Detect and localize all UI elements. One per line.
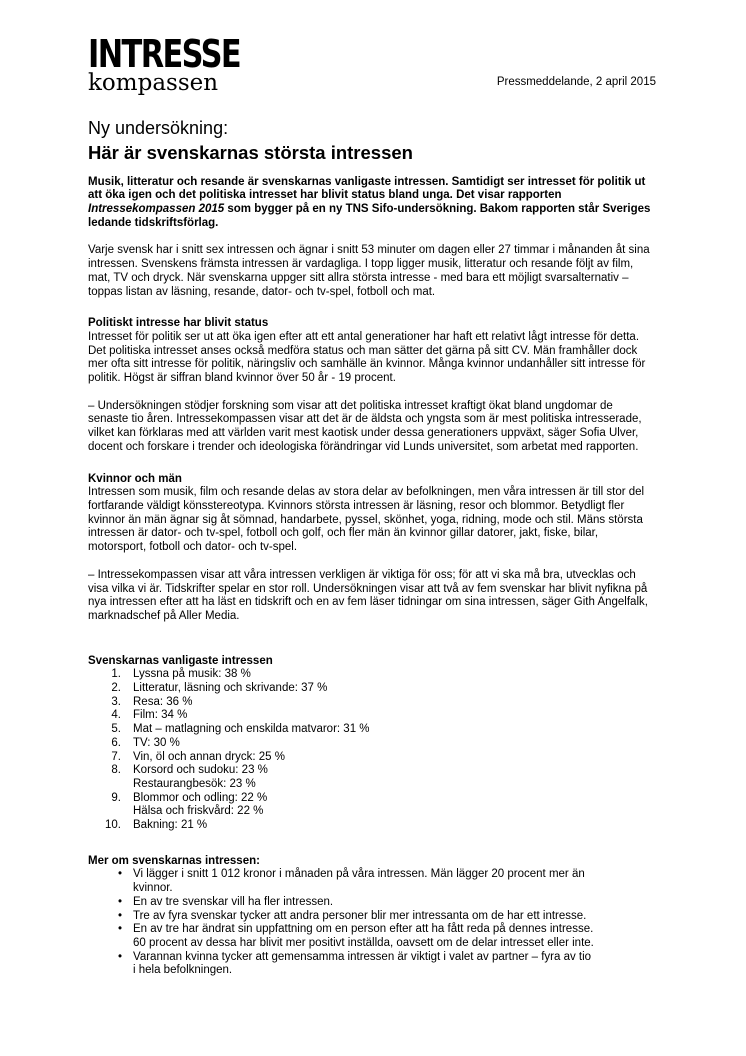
list-item [88, 709, 656, 723]
list-item-continuation [88, 805, 656, 819]
quote-sofia-ulver: – Undersökningen stödjer forskning som visar att det politiska intresset kraftigt ökat bland ungdomar de senaste tio åren. Intressekompassen visar att det är de äldsta och yngsta som är mest politiska intresserade, vilket kan förklaras med att världen varit mest kaotisk under dessa generationers uppväxt, säger Sofia Ulver, docent och forskare i trender och ideologiska förändringar vid Lunds universitet, som arbetat med rapporten. [88, 399, 642, 453]
list-item-number: 9. [111, 791, 121, 804]
list-item-text: TV: 30 % [133, 736, 180, 749]
bullet-item [88, 923, 656, 950]
list-item-number: 3. [111, 695, 121, 708]
more-facts-section [88, 855, 656, 978]
page-title: Här är svenskarnas största intressen [88, 141, 413, 163]
list-item-number: 1. [111, 668, 121, 681]
more-facts-list [88, 868, 656, 978]
bullet-item [88, 951, 656, 978]
list-item [88, 737, 656, 751]
list-item-number [88, 778, 126, 792]
list-item [88, 819, 656, 833]
politics-paragraph: Intresset för politik ser ut att öka igen efter att ett antal generationer har haft ett relativt lågt intresse för detta. Det politiska intresset anses också medföra status och man sätter det gärna på sitt CV. Män framhåller dock mer ofta sitt intresse för politik, näringsliv och samhälle än kvinnor. Många kvinnor undanhåller sitt intresse för politik. Högst är siffran bland kvinnor över 50 år - 19 procent. [88, 330, 646, 385]
list-item-number: 7. [111, 750, 121, 763]
list-item-number: 5. [111, 723, 121, 736]
bullet-glyph: • [118, 923, 123, 936]
list-item-number: 4. [111, 709, 121, 722]
list-item-text: Resa: 36 % [133, 695, 193, 708]
list-item-text: Bakning: 21 % [133, 819, 208, 832]
list-item-number: 6. [111, 736, 121, 749]
lead-paragraph: Varje svensk har i snitt sex intressen och ägnar i snitt 53 minuter om dagen eller 27 timmar i månanden åt sina intressen. Svenskens främsta intressen är vardagliga. I topp ligger musik, litteratur och resande följt av film, mat, TV och dryck. När svenskarna uppger sitt allra största intresse - med bara ett möjligt svarsalternativ – toppas listan av läsning, resande, dator- och tv-spel, fotboll och mat. [88, 244, 650, 298]
intressekompassen-logo [88, 32, 278, 96]
article-body [88, 176, 656, 978]
list-item-text: Litteratur, läsning och skrivande: 37 % [133, 682, 328, 695]
bullet-glyph: • [118, 909, 123, 922]
list-item-text: Korsord och sudoku: 23 % [133, 764, 268, 777]
bullet-item [88, 896, 656, 910]
intro-paragraph [88, 176, 656, 231]
list-item [88, 792, 656, 806]
list-item-text: Hälsa och friskvård: 22 % [133, 805, 264, 818]
more-facts-heading: Mer om svenskarnas intressen: [88, 854, 260, 867]
list-item-text: Lyssna på musik: 38 % [133, 668, 251, 681]
list-item-text: Mat – matlagning och enskilda matvaror: 31 % [133, 723, 370, 736]
list-item [88, 682, 656, 696]
top-interests-heading: Svenskarnas vanligaste intressen [88, 654, 273, 667]
bullet-item [88, 910, 656, 924]
bullet-glyph: • [118, 950, 123, 963]
intro-text-after: som bygger på en ny TNS Sifo-undersökning. Bakom rapporten står Sveriges ledande tidskriftsförlag. [88, 203, 651, 229]
intro-text-before: Musik, litteratur och resande är svenskarnas vanligaste intressen. Samtidigt ser intresset för politik ut att öka igen och det politiska intresset har blivit status bland unga. Det visar rapporten [88, 175, 646, 202]
top-interests-list [88, 668, 656, 832]
list-item-text: Vin, öl och annan dryck: 25 % [133, 750, 285, 763]
list-item-number [88, 805, 126, 819]
section-heading-politics: Politiskt intresse har blivit status [88, 317, 269, 330]
bullet-text: Tre av fyra svenskar tycker att andra personer blir mer intressanta om de har ett intresse. [133, 909, 587, 922]
list-item-text: Restaurangbesök: 23 % [133, 777, 256, 790]
bullet-text: En av tre svenskar vill ha fler intressen. [133, 895, 334, 908]
page-header [88, 32, 656, 96]
quote-gith-angelfalk: – Intressekompassen visar att våra intressen verkligen är viktiga för oss; för att vi ska må bra, utvecklas och visa vilka vi är. Tidskrifter spelar en stor roll. Undersökningen visar att två av fem svenskar har blivit nyfikna på nya intressen efter att ha läst en tidskrift och en av fem läser tidningar om sina intressen, säger Gith Angelfalk, marknadschef på Aller Media. [88, 568, 648, 622]
bullet-glyph: • [118, 868, 123, 881]
report-name: Intressekompassen 2015 [88, 203, 225, 216]
list-item-continuation [88, 778, 656, 792]
list-item-number: 2. [111, 682, 121, 695]
list-item [88, 751, 656, 765]
list-item [88, 696, 656, 710]
bullet-text: Vi lägger i snitt 1 012 kronor i månaden på våra intressen. Män lägger 20 procent mer än kvinnor. [133, 868, 585, 895]
logo-subtitle: kompassen [88, 70, 219, 96]
title-block [88, 117, 656, 164]
bullet-glyph: • [118, 895, 123, 908]
list-item [88, 723, 656, 737]
bullet-text: Varannan kvinna tycker att gemensamma intressen är viktigt i valet av partner – fyra av tio i hela befolkningen. [133, 950, 592, 977]
logo-wordmark: INTRESSE [88, 32, 241, 76]
bullet-item [88, 868, 656, 895]
list-item-text: Film: 34 % [133, 709, 188, 722]
gender-paragraph: Intressen som musik, film och resande delas av stora delar av befolkningen, men våra intressen är till stor del fortfarande väldigt könsstereotypa. Kvinnors största intressen är läsning, resor och blommor. Betydligt fler kvinnor än män ägnar sig åt sömnad, handarbete, pyssel, skönhet, yoga, ridning, mode och stil. Mäns största intressen är dator- och tv-spel, fotboll och golf, och fler män än kvinnor gillar datorer, jakt, fiske, bilar, motorsport, fotboll och dator- och tv-spel. [88, 486, 645, 554]
list-item-number: 10. [105, 819, 121, 832]
list-item-number: 8. [111, 764, 121, 777]
list-item-text: Blommor och odling: 22 % [133, 791, 268, 804]
top-interests-section [88, 655, 656, 833]
kicker: Ny undersökning: [88, 118, 229, 138]
list-item [88, 764, 656, 778]
dateline: Pressmeddelande, 2 april 2015 [496, 76, 656, 88]
section-heading-gender: Kvinnor och män [88, 472, 182, 485]
bullet-text: En av tre har ändrat sin uppfattning om en person efter att ha fått reda på dennes intresse. 60 procent av dessa har blivit mer positivt inställda, oavsett om de delar intresset eller inte. [133, 923, 594, 949]
list-item [88, 668, 656, 682]
